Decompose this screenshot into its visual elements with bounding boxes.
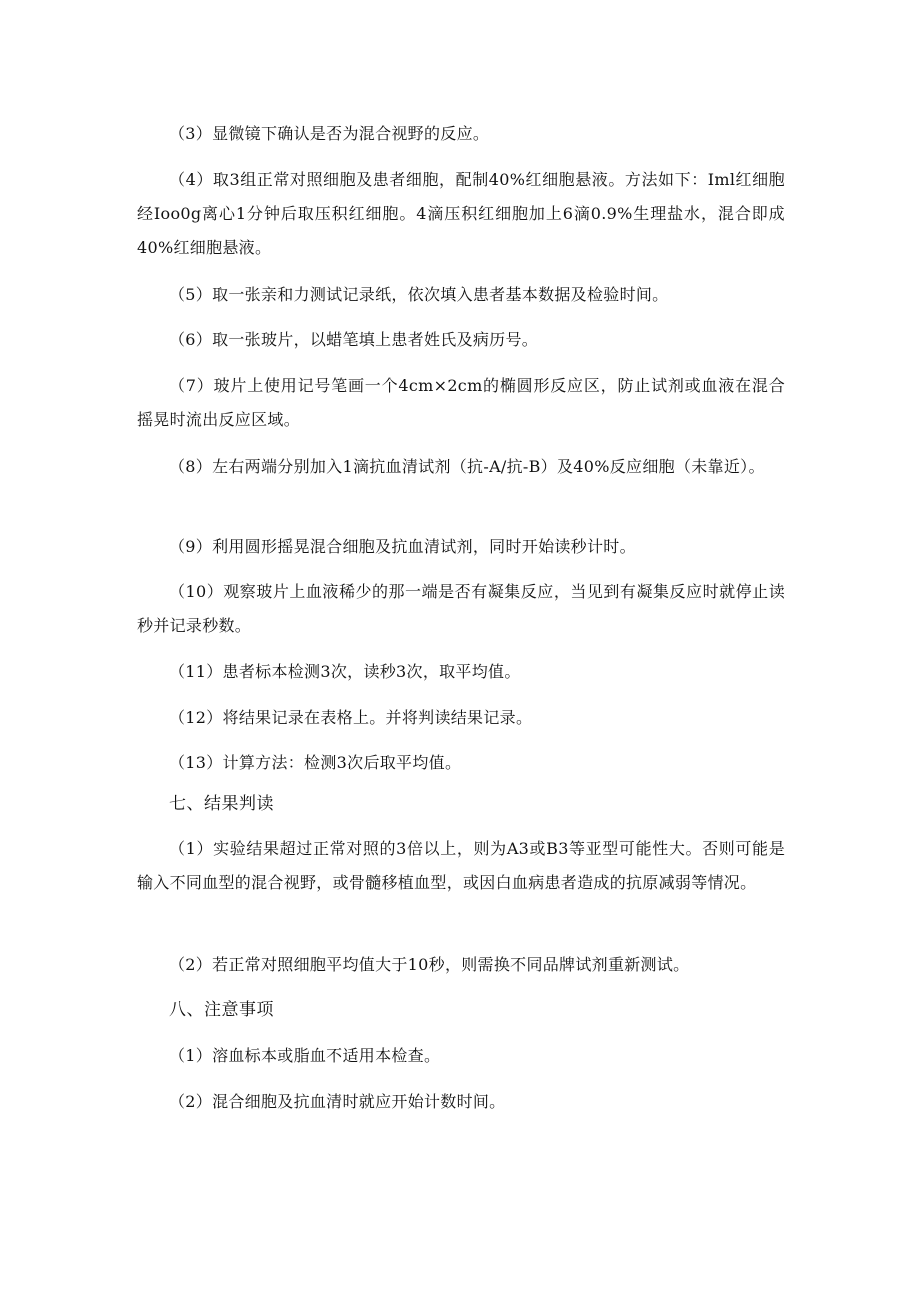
section-7-item-1: （1）实验结果超过正常对照的3倍以上，则为A3或B3等亚型可能性大。否则可能是输入不同血型的混合视野，或骨髓移植血型，或因白血病患者造成的抗原减弱等情况。	[137, 839, 785, 892]
step-13: （13）计算方法：检测3次后取平均值。	[169, 753, 462, 772]
step-9: （9）利用圆形摇晃混合细胞及抗血清试剂，同时开始读秒计时。	[169, 537, 636, 556]
step-5: （5）取一张亲和力测试记录纸，依次填入患者基本数据及检验时间。	[169, 285, 669, 304]
step-8: （8）左右两端分别加入1滴抗血清试剂（抗-A/抗-B）及40%反应细胞（未靠近）。	[169, 457, 765, 476]
step-4: （4）取3组正常对照细胞及患者细胞，配制40%红细胞悬液。方法如下：Iml红细胞经Ioo0g离心1分钟后取压积红细胞。4滴压积红细胞加上6滴0.9%生理盐水，混合即成40%红细胞悬液。	[137, 170, 785, 257]
section-7-title: 七、结果判读	[169, 794, 274, 814]
step-3: （3）显微镜下确认是否为混合视野的反应。	[169, 124, 490, 143]
section-7-item-2: （2）若正常对照细胞平均值大于10秒，则需换不同品牌试剂重新测试。	[169, 955, 690, 974]
step-7: （7）玻片上使用记号笔画一个4cm×2cm的椭圆形反应区，防止试剂或血液在混合摇晃时流出反应区域。	[137, 376, 785, 429]
step-11: （11）患者标本检测3次，读秒3次，取平均值。	[169, 662, 521, 681]
section-8-item-1: （1）溶血标本或脂血不适用本检查。	[169, 1046, 441, 1065]
section-8-title: 八、注意事项	[169, 1000, 274, 1020]
step-6: （6）取一张玻片，以蜡笔填上患者姓氏及病历号。	[169, 330, 539, 349]
section-8-item-2: （2）混合细胞及抗血清时就应开始计数时间。	[169, 1092, 506, 1111]
step-12: （12）将结果记录在表格上。并将判读结果记录。	[169, 708, 533, 727]
step-10: （10）观察玻片上血液稀少的那一端是否有凝集反应，当见到有凝集反应时就停止读秒并记录秒数。	[137, 582, 785, 635]
